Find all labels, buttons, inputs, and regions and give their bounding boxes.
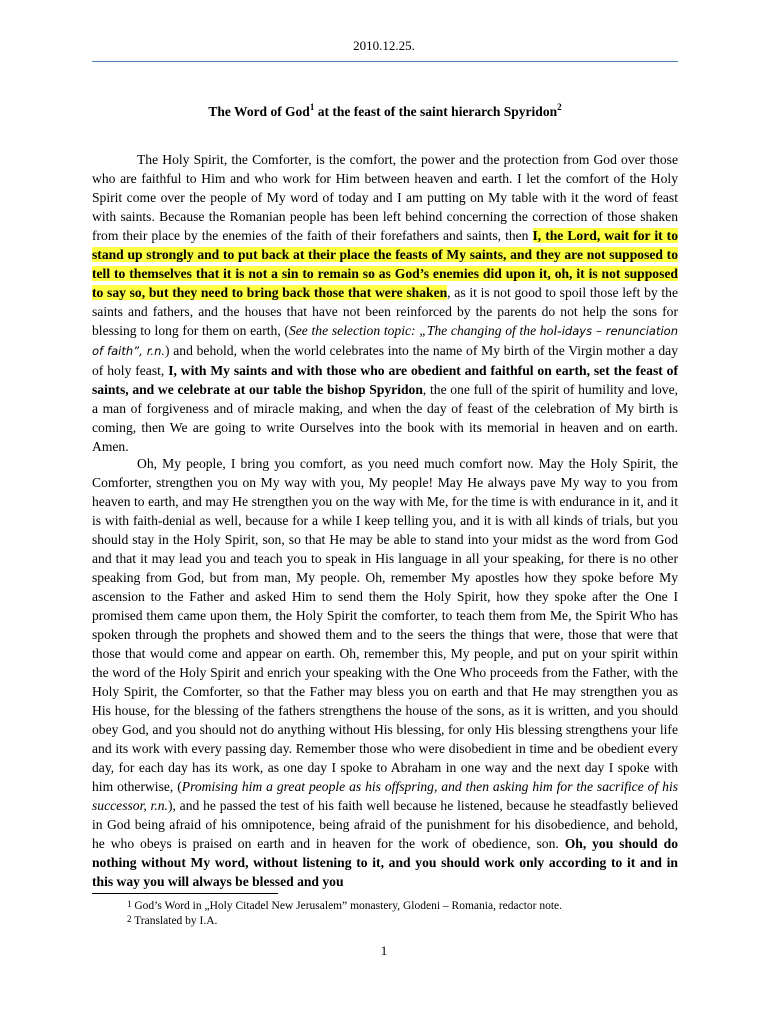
paragraph-2	[92, 454, 678, 891]
p2-text-2: ), and he passed the test of his faith well because he listened, because he steadfastly believed in God being afraid of his omnipotence, being afraid of the punishment for his disobedience, and behold, he who obeys is praised on earth and in heaven for the work of obedience, son.	[92, 798, 678, 852]
p1-italic-reference-2: idays – renunciation of faith”, r.n.	[92, 324, 678, 359]
p1-bold-text: I, with My saints and with those who are obedient and faithful on earth, set the feast of saints, and we celebrate at our table the bishop Spyridon	[92, 363, 678, 398]
p1-highlighted-text: I, the Lord, wait for it to stand up strongly and to put back at their place the feasts of My saints, and they are not supposed to tell to themselves that it is not a sin to remain so as God’s enemies did upon it, oh, it is not supposed to say so, but they need to bring back those that were shaken	[92, 228, 678, 301]
title-part2: at the feast of the saint hierarch Spyridon	[314, 104, 558, 119]
p2-italic-text: Promising him a great people as his offspring, and then asking him for the sacrifice of his successor, r.n.	[92, 779, 679, 814]
document-title	[92, 104, 678, 120]
title-footnote-ref-1[interactable]: 1	[309, 102, 315, 112]
footnote-2-number: 2	[127, 914, 132, 924]
footnotes	[127, 899, 562, 929]
p1-text-3: ) and behold, when the world celebrates into the name of My birth of the Virgin mother a day of holy feast,	[92, 343, 678, 379]
footnote-2-text: Translated by I.A.	[131, 915, 218, 927]
footnote-1	[127, 899, 562, 914]
footnote-1-number: 1	[127, 899, 132, 909]
title-part1: The Word of God	[208, 104, 310, 119]
p1-italic-reference-1: See the selection topic: „The changing of the hol-	[288, 323, 562, 339]
footnote-separator	[92, 893, 278, 894]
page-number: 1	[380, 943, 388, 958]
header-rule	[92, 61, 678, 62]
p1-text-1: The Holy Spirit, the Comforter, is the comfort, the power and the protection from God over those who are faithful to Him and who work for Him between heaven and earth. I let the comfort of the Holy Spirit come over the people of My word of today and I am putting on My table with it the word of feast with saints. Because the Romanian people has been left behind concerning the correction of those shaken from their place by the enemies of the faith of their forefathers and saints, then	[92, 152, 678, 244]
paragraph-1	[92, 150, 678, 456]
header-date: 2010.12.25.	[353, 38, 415, 53]
p2-text-1: Oh, My people, I bring you comfort, as you need much comfort now. May the Holy Spirit, the Comforter, strengthen you on My way with you, My people! May He always pave My way to you from heaven to earth, and may He strengthen you on the way with Me, for the time is with endurance in it, and it is with faith-denial as well, because for a while I keep telling you, and it is with all kinds of trials, but you should stay in the Holy Spirit, son, so that He may be able to stand into your midst as the word from God and that it may lead you and teach you to speak in His language in all your speaking, for there is no other speaking from God, but from man, My people. Oh, remember My apostles how they spoke before My ascension to the Father and asked Him to send them the Holy Spirit, how they spoke after the One I promised them came upon them, the Holy Spirit the comforter, to teach them from Me, the Spirit Who has spoken through the prophets and showed them and to the seers the things that were, those that were that those that would come and appear on earth. Oh, remember this, My people, and put on your spirit within the word of the Holy Spirit and enrich your speaking with the One Who proceeds from the Father, with the Holy Spirit, the Comforter, so that the Father may bless you on earth and that He may strengthen you as His house, for the blessing of the fathers strengthens the house of the sons, as it is written, and you should obey God, and you should not do anything without His blessing, for only His blessing strengthens your life and its work with every passing day. Remember those who were disobedient in time and be obedient every day, for each day has its work, as one day I spoke to Abraham in one way and the next day I spoke with him otherwise, (	[92, 456, 678, 795]
p2-bold-text: Oh, you should do nothing without My word, without listening to it, and you should work only according to it and in this way you will always be blessed and you	[92, 836, 678, 890]
title-footnote-ref-2[interactable]: 2	[557, 102, 562, 112]
p1-text-4: , the one full of the spirit of humility and love, a man of forgiveness and of miracle making, and when the day of feast of the celebration of My birth is coming, then We are going to write Ourselves into the book with its memorial in heaven and on earth. Amen.	[92, 382, 678, 455]
footnote-2	[127, 914, 562, 929]
p1-text-2: , as it is not good to spoil those left by the saints and fathers, and the houses that have not been reinforced by the parents do not help the sons for blessing to long for them on earth, (	[92, 285, 678, 339]
footnote-1-text: God’s Word in „Holy Citadel New Jerusalem” monastery, Glodeni – Romania, redactor note.	[131, 900, 563, 912]
